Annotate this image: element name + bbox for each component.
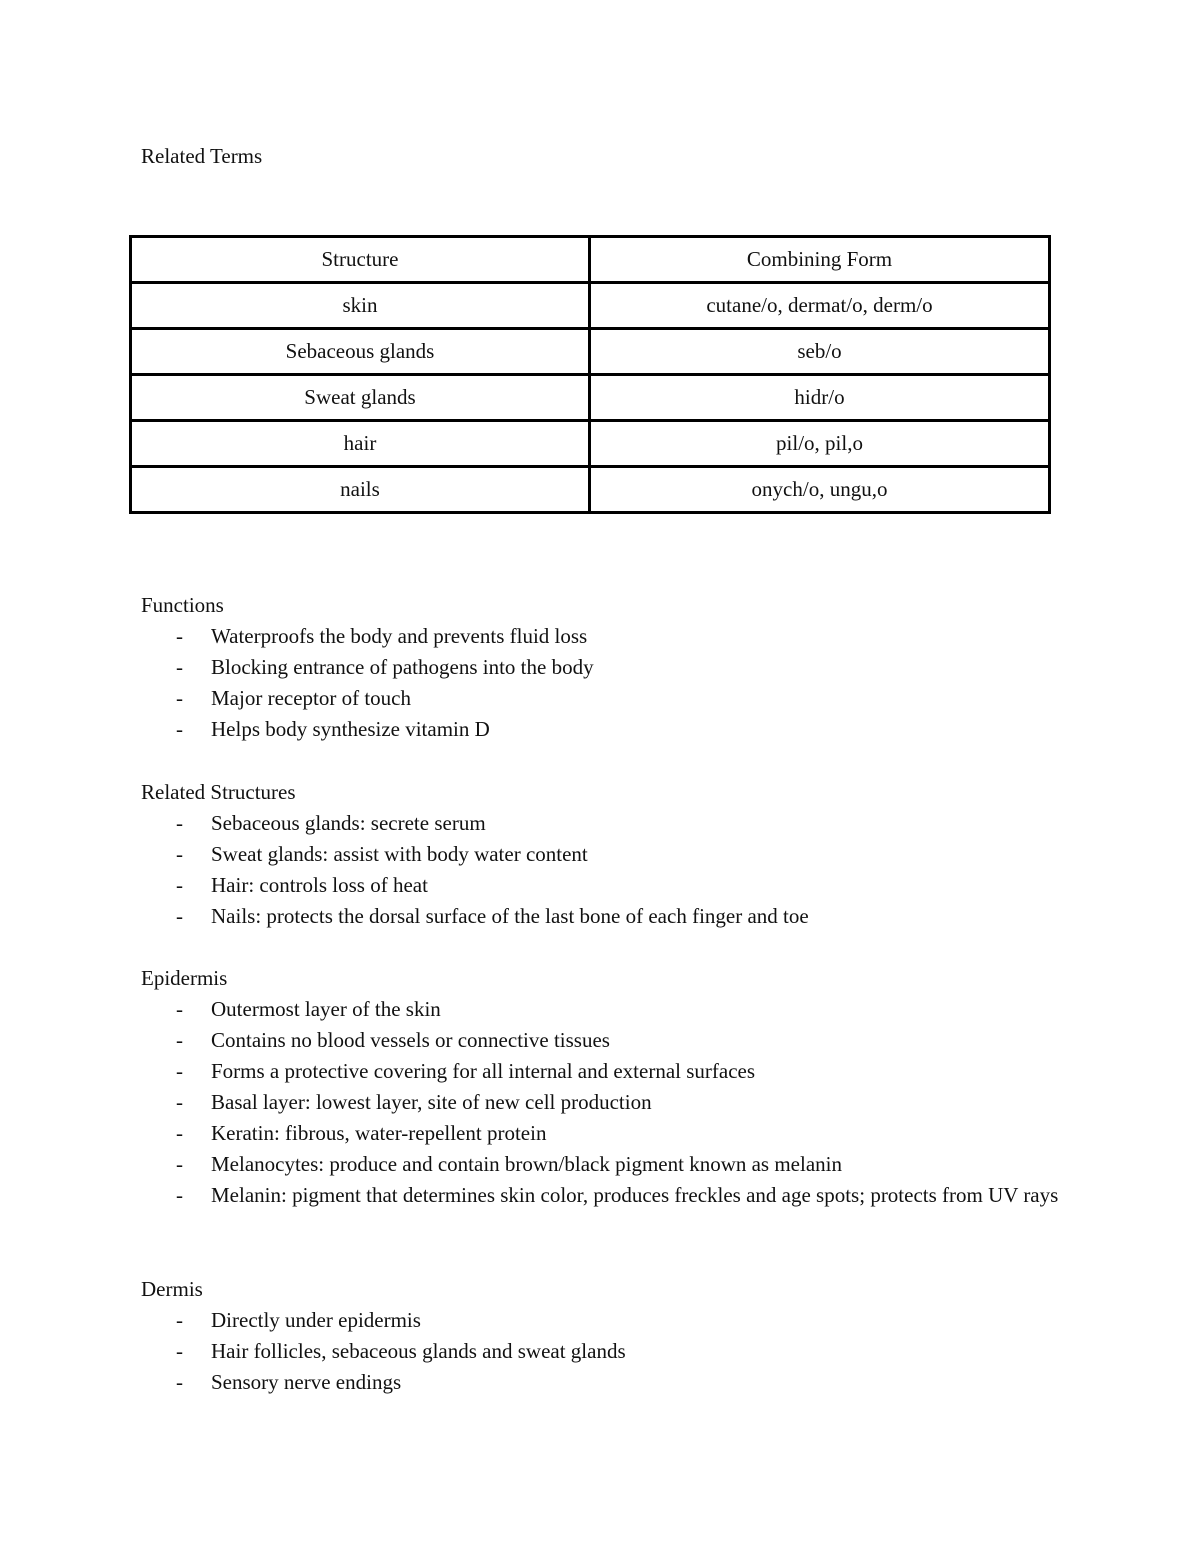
list-item-text: Contains no blood vessels or connective tissues [211,1028,610,1052]
list-item [141,1149,1061,1180]
combining-forms-table [129,235,1051,514]
list-item [141,1056,1061,1087]
list-item [141,808,1061,839]
section-title-dermis: Dermis [141,1277,203,1301]
list-bullet: - [176,717,183,741]
related-structures-section [141,777,1061,932]
list-item-text: Helps body synthesize vitamin D [211,717,490,741]
list-item [141,839,1061,870]
list-item-text: Directly under epidermis [211,1308,421,1332]
dermis-section [141,1274,1061,1398]
table-cell-structure: nails [131,467,590,513]
list-bullet: - [176,811,183,835]
table-cell-structure: Sebaceous glands [131,329,590,375]
related-terms-title: Related Terms [141,144,263,168]
list-item [141,1367,1061,1398]
list-bullet: - [176,904,183,928]
list-item-text: Keratin: fibrous, water-repellent protein [211,1121,547,1145]
list-bullet: - [176,997,183,1021]
list-item [141,1305,1061,1336]
section-title-epidermis: Epidermis [141,966,228,990]
list-bullet: - [176,686,183,710]
list-item [141,652,1061,683]
list-item-text: Melanin: pigment that determines skin color, produces freckles and age spots; protects from UV rays [211,1183,1059,1207]
list-item [141,870,1061,901]
table-cell-structure: hair [131,421,590,467]
list-item [141,994,1061,1025]
table-row [131,283,1050,329]
related-structures-list [141,808,1061,932]
table-cell-structure: Sweat glands [131,375,590,421]
list-item-text: Sebaceous glands: secrete serum [211,811,486,835]
functions-section [141,590,1061,745]
list-bullet: - [176,1183,183,1207]
list-item-text: Outermost layer of the skin [211,997,441,1021]
list-item-text: Hair follicles, sebaceous glands and sweat glands [211,1339,626,1363]
list-bullet: - [176,624,183,648]
list-item-text: Sensory nerve endings [211,1370,402,1394]
list-bullet: - [176,1121,183,1145]
section-title-functions: Functions [141,593,224,617]
table-cell-structure: skin [131,283,590,329]
list-item-text: Forms a protective covering for all internal and external surfaces [211,1059,756,1083]
list-bullet: - [176,1370,183,1394]
list-item [141,1025,1061,1056]
epidermis-section [141,963,1061,1211]
header-combining-form: Combining Form [590,237,1050,283]
list-bullet: - [176,1028,183,1052]
table-cell-combining-form: cutane/o, dermat/o, derm/o [590,283,1050,329]
epidermis-list [141,994,1061,1211]
list-item [141,1118,1061,1149]
list-item-text: Nails: protects the dorsal surface of the last bone of each finger and toe [211,904,809,928]
table-header-row [131,237,1050,283]
list-item-text: Waterproofs the body and prevents fluid loss [211,624,588,648]
list-bullet: - [176,873,183,897]
list-item-text: Hair: controls loss of heat [211,873,428,897]
header-structure: Structure [131,237,590,283]
table-cell-combining-form: onych/o, ungu,o [590,467,1050,513]
list-item-text: Melanocytes: produce and contain brown/black pigment known as melanin [211,1152,842,1176]
list-bullet: - [176,1339,183,1363]
list-bullet: - [176,655,183,679]
table-cell-combining-form: hidr/o [590,375,1050,421]
list-item-text: Basal layer: lowest layer, site of new cell production [211,1090,652,1114]
section-title-related-structures: Related Structures [141,780,296,804]
list-bullet: - [176,1090,183,1114]
list-bullet: - [176,1152,183,1176]
list-bullet: - [176,1308,183,1332]
list-item [141,683,1061,714]
functions-list [141,621,1061,745]
list-item-text: Blocking entrance of pathogens into the body [211,655,594,679]
list-bullet: - [176,842,183,866]
list-bullet: - [176,1059,183,1083]
list-item [141,1087,1061,1118]
list-item [141,1180,1061,1211]
table-cell-combining-form: pil/o, pil,o [590,421,1050,467]
list-item-text: Sweat glands: assist with body water content [211,842,588,866]
table-row [131,467,1050,513]
list-item-text: Major receptor of touch [211,686,412,710]
table-row [131,375,1050,421]
list-item [141,714,1061,745]
list-item [141,621,1061,652]
table-row [131,421,1050,467]
dermis-list [141,1305,1061,1398]
table-cell-combining-form: seb/o [590,329,1050,375]
list-item [141,901,1061,932]
table-row [131,329,1050,375]
list-item [141,1336,1061,1367]
